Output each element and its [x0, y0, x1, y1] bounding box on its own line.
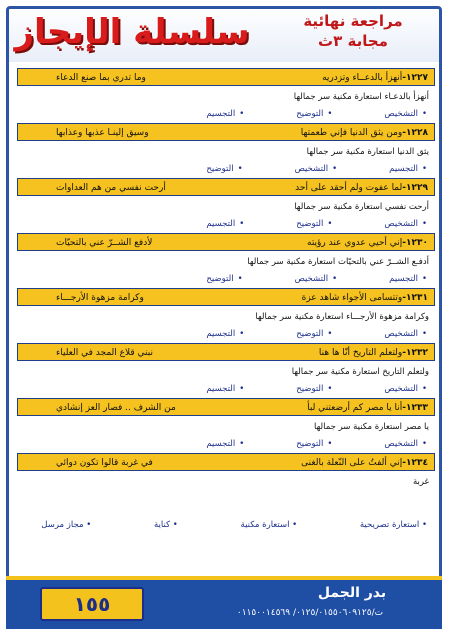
answer-option [358, 108, 427, 120]
bullet-icon: • [239, 109, 245, 119]
question-number: ١٢٣١- [402, 293, 428, 303]
questions-list [17, 68, 435, 492]
answer-option-label: التجسيم [206, 109, 236, 119]
verse-part-2: من الشرف .. فصار العز إنشادي [56, 403, 176, 413]
final-option-label: استعارة تصريحية [359, 520, 420, 530]
page-number-badge: ١٥٥ [40, 587, 144, 621]
bullet-icon: • [421, 109, 427, 119]
question-prompt: أرحت نفسي استعارة مكنية سر جمالها [294, 202, 429, 212]
answer-option [270, 218, 332, 230]
spacer [17, 489, 435, 492]
answer-option [180, 328, 244, 340]
question-bar [17, 178, 435, 196]
answer-option-label: التشخيص [294, 274, 329, 284]
answer-option [358, 328, 427, 340]
question-verse-first [301, 124, 428, 141]
final-option-label: كناية [153, 520, 171, 530]
answer-option-label: التوضيح [206, 274, 234, 284]
answer-option [363, 163, 427, 175]
verse-part-2: في غربة قالوا تكون دوائي [56, 458, 153, 468]
answer-option-label: التجسيم [206, 219, 236, 229]
answer-option-label: التشخيص [294, 164, 329, 174]
question-prompt: ولتعلم التاريخ استعارة مكنية سر جمالها [291, 367, 429, 377]
bullet-icon: • [239, 329, 245, 339]
final-option: • مجاز مرسل [41, 520, 92, 530]
answer-option [363, 273, 427, 285]
question-bar [17, 233, 435, 251]
final-options [17, 520, 427, 530]
bullet-icon: • [421, 384, 427, 394]
author-name: بدر الجمل [317, 585, 387, 601]
bullet-icon: • [327, 219, 333, 229]
answer-options [17, 379, 435, 395]
question-prompt: يثق الدنيا استعارة مكنية سر جمالها [306, 147, 429, 157]
contact-phones: ت/٠١٢٥/٠١٥٥٠٦٠٩١٢٥/ ٠١١٥٠٠١٤٥٦٩ [236, 608, 384, 618]
question-number: ١٢٢٧- [402, 73, 428, 83]
final-option: • استعارة مكنية [240, 520, 298, 530]
answer-option-label: التجسيم [206, 384, 236, 394]
question-bar [17, 398, 435, 416]
answer-option [358, 438, 427, 450]
verse-part-2: وسيق إلينـا عذبها وعذابها [56, 128, 149, 138]
verse-part-2: وكرامة مزهوة الأرجـــاء [56, 293, 144, 303]
answer-options [17, 159, 435, 175]
answer-option [270, 108, 332, 120]
question-number: ١٢٣٤- [402, 458, 428, 468]
question-number: ١٢٣٣- [402, 403, 428, 413]
bullet-icon: • [332, 164, 338, 174]
final-option: • كناية [153, 520, 178, 530]
bullet-icon: • [421, 274, 427, 284]
question-bar [17, 343, 435, 361]
question-bar [17, 288, 435, 306]
bullet-icon: • [421, 164, 427, 174]
question-verse-first [301, 454, 428, 471]
answer-option-label: التشخيص [384, 439, 418, 449]
final-option-label: مجاز مرسل [41, 520, 84, 530]
question-verse-first [322, 69, 428, 86]
verse-part-1: ومن يثق الدنيا فإني طعمتها [300, 128, 403, 138]
answer-option-label: التشخيص [384, 109, 418, 119]
series-logo: سلسلة الإيجاز [14, 12, 250, 52]
verse-part-1: أنا يا مصر كم أرضعتني لبأ [307, 403, 403, 413]
answer-option [180, 273, 242, 285]
bullet-icon: • [327, 384, 333, 394]
answer-option [180, 438, 244, 450]
answer-option-label: التشخيص [384, 384, 418, 394]
question-verse-first [307, 399, 428, 416]
question-number: ١٢٢٩- [402, 183, 428, 193]
answer-option-label: التجسيم [206, 439, 236, 449]
answer-option-label: التوضيح [296, 384, 324, 394]
bullet-icon: • [239, 219, 245, 229]
answer-option-label: التشخيص [384, 329, 418, 339]
question-verse-first [295, 179, 428, 196]
verse-part-1: وتتسامى الأجواء شاهد عزة [301, 293, 403, 303]
answer-option [358, 218, 427, 230]
question-bar [17, 68, 435, 86]
answer-option-label: التجسيم [389, 164, 418, 174]
verse-part-1: ولتعلم التاريخ أنّا ها هنا [318, 348, 403, 358]
answer-option [180, 383, 244, 395]
answer-options [17, 434, 435, 450]
question-bar [17, 453, 435, 471]
answer-option [269, 163, 338, 175]
answer-option [180, 218, 244, 230]
question-bar [17, 123, 435, 141]
bullet-icon: • [421, 219, 427, 229]
question-prompt: أدفـع الشــرّ عني بالتحيّات استعارة مكنية سر جمالها [247, 257, 429, 267]
bullet-icon: • [239, 439, 245, 449]
verse-part-2: وما تدري بما صنع الدعاء [56, 73, 146, 83]
answer-option-label: التوضيح [206, 164, 234, 174]
bullet-icon: • [237, 274, 243, 284]
answer-option-label: التوضيح [296, 219, 324, 229]
verse-part-2: أرحت نفسي من هم العداوات [56, 183, 166, 193]
answer-option-label: التشخيص [384, 219, 418, 229]
answer-options [17, 324, 435, 340]
bullet-icon: • [327, 439, 333, 449]
verse-part-1: لما عفوت ولم أحقد على أحد [295, 183, 403, 193]
answer-option-label: التوضيح [296, 439, 324, 449]
answer-option-label: التوضيح [296, 109, 324, 119]
question-number: ١٢٣٢- [402, 348, 428, 358]
answer-option [270, 383, 332, 395]
bullet-icon: • [327, 109, 333, 119]
bullet-icon: • [239, 384, 245, 394]
verse-part-1: إني أحيي عدوي عند رؤيته [307, 238, 403, 248]
answer-option-label: التجسيم [389, 274, 418, 284]
verse-part-1: أنهزأ بالدعــاء وتزدريه [322, 73, 403, 83]
bullet-icon: • [332, 274, 338, 284]
bullet-icon: • [421, 329, 427, 339]
question-verse-first [319, 344, 428, 361]
answer-option [270, 328, 332, 340]
final-option: • استعارة تصريحية [359, 520, 427, 530]
question-prompt: غربة [412, 477, 429, 487]
answer-options [17, 214, 435, 230]
verse-part-2: نبني قلاع المجد في العلياء [56, 348, 153, 358]
answer-options [17, 104, 435, 120]
question-prompt: أنهزأ بالدعـاء استعارة مكنية سر جمالها [293, 92, 429, 102]
page-subtitle: مجابة ٣ث [318, 32, 388, 50]
answer-option [269, 273, 338, 285]
bullet-icon: • [327, 329, 333, 339]
answer-option [180, 163, 242, 175]
verse-part-1: إني ألفتُ على النّعلة بالغنى [301, 458, 403, 468]
verse-part-2: لأدفع الشــرّ عني بالتحيّات [56, 238, 153, 248]
question-number: ١٢٢٨- [402, 128, 428, 138]
final-option-label: استعارة مكنية [240, 520, 290, 530]
question-number: ١٢٣٠- [402, 238, 428, 248]
answer-options [17, 269, 435, 285]
bullet-icon: • [421, 439, 427, 449]
page-title: مراجعة نهائية [303, 12, 403, 30]
answer-option-label: التجسيم [206, 329, 236, 339]
answer-option [358, 383, 427, 395]
question-prompt: وكرامة مزهوة الأرجـــاء استعارة مكنية سر جمالها [255, 312, 429, 322]
answer-option [180, 108, 244, 120]
bullet-icon: • [237, 164, 243, 174]
answer-option [270, 438, 332, 450]
question-verse-first [307, 234, 428, 251]
question-prompt: يا مصر استعارة مكنية سر جمالها [314, 422, 429, 432]
question-verse-first [302, 289, 428, 306]
answer-option-label: التوضيح [296, 329, 324, 339]
